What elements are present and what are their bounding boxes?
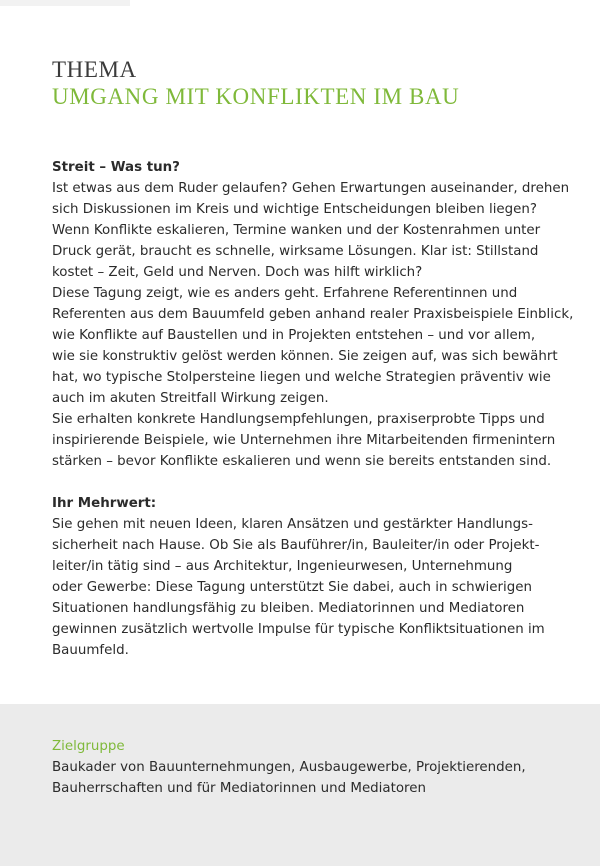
text-line: wie sie konstruktiv gelöst werden können. Sie zeigen auf, was sich bewährt — [52, 349, 558, 364]
section-heading-streit: Streit – Was tun? — [52, 160, 180, 175]
paragraph-intro — [52, 178, 570, 283]
page-heading — [52, 56, 459, 110]
target-audience-box — [0, 704, 600, 866]
target-audience-label: Zielgruppe — [52, 739, 125, 754]
text-line: Ist etwas aus dem Ruder gelaufen? Gehen Erwartungen auseinander, drehen — [52, 181, 570, 196]
text-line: inspirierende Beispiele, wie Unternehmen ihre Mitarbeitenden firmenintern — [52, 433, 556, 448]
text-line: stärken – bevor Konflikte eskalieren und wenn sie bereits entstanden sind. — [52, 454, 552, 469]
text-line: Bauumfeld. — [52, 643, 129, 658]
text-line: Wenn Konflikte eskalieren, Termine wanken und der Kostenrahmen unter — [52, 223, 541, 238]
text-line: auch im akuten Streitfall Wirkung zeigen. — [52, 391, 329, 406]
section-heading-mehrwert: Ihr Mehrwert: — [52, 496, 157, 511]
text-line: sich Diskussionen im Kreis und wichtige Entscheidungen bleiben liegen? — [52, 202, 538, 217]
text-line: Referenten aus dem Bauumfeld geben anhand realer Praxisbeispiele Einblick, — [52, 307, 574, 322]
text-line: gewinnen zusätzlich wertvolle Impulse für typische Konfliktsituationen im — [52, 622, 545, 637]
text-line: sicherheit nach Hause. Ob Sie als Bauführer/in, Bauleiter/in oder Projekt- — [52, 538, 540, 553]
paragraph-empfehlungen — [52, 409, 562, 472]
main-content — [52, 157, 574, 661]
text-line: Sie gehen mit neuen Ideen, klaren Ansätzen und gestärkter Handlungs- — [52, 517, 533, 532]
text-line: wie Konflikte auf Baustellen und in Projekten entstehen – und vor allem, — [52, 328, 536, 343]
text-line: hat, wo typische Stolpersteine liegen und welche Strategien präventiv wie — [52, 370, 551, 385]
target-audience-line: Bauherrschaften und für Mediatorinnen und Mediatoren — [52, 781, 426, 796]
text-line: kostet – Zeit, Geld und Nerven. Doch was hilft wirklich? — [52, 265, 423, 280]
section-spacer — [52, 472, 562, 493]
top-decorative-bar — [0, 0, 130, 6]
heading-kicker: THEMA — [52, 57, 137, 82]
target-audience-line: Baukader von Bauunternehmungen, Ausbaugewerbe, Projektierenden, — [52, 760, 526, 775]
text-line: Sie erhalten konkrete Handlungsempfehlungen, praxiserprobte Tipps und — [52, 412, 545, 427]
target-audience-content — [52, 736, 572, 799]
text-line: Diese Tagung zeigt, wie es anders geht. Erfahrene Referentinnen und — [52, 286, 518, 301]
text-line: leiter/in tätig sind – aus Architektur, Ingenieurwesen, Unternehmung — [52, 559, 513, 574]
heading-title: UMGANG MIT KONFLIKTEN IM BAU — [52, 84, 460, 109]
text-line: Situationen handlungsfähig zu bleiben. Mediatorinnen und Mediatoren — [52, 601, 525, 616]
paragraph-mehrwert — [52, 514, 562, 661]
text-line: Druck gerät, braucht es schnelle, wirksame Lösungen. Klar ist: Stillstand — [52, 244, 539, 259]
paragraph-tagung — [52, 283, 574, 409]
text-line: oder Gewerbe: Diese Tagung unterstützt Sie dabei, auch in schwierigen — [52, 580, 532, 595]
